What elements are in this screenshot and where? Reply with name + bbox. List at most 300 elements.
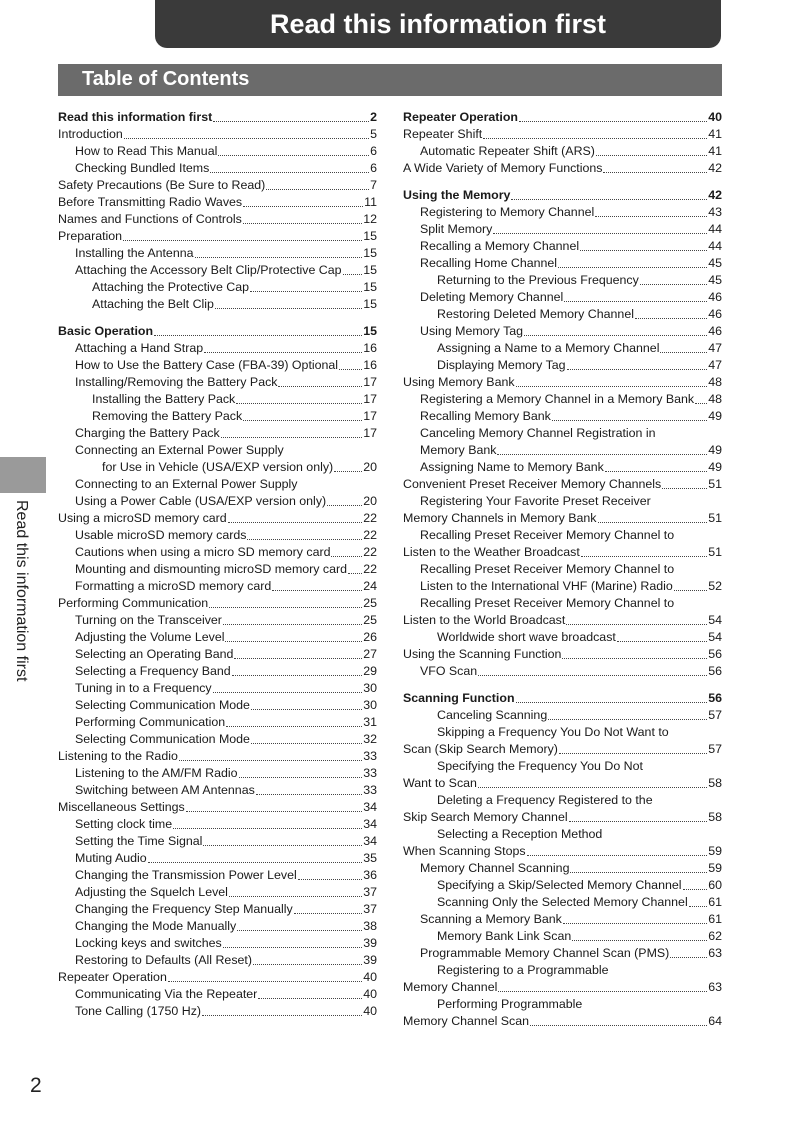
toc-entry [403,254,722,271]
toc-dot-leader [168,981,362,982]
toc-entry [403,475,722,492]
toc-entry-title: Registering a Memory Channel in a Memory Bank [420,392,695,406]
toc-entry [58,747,377,764]
toc-entry-title: Using a Power Cable (USA/EXP version only) [75,494,327,508]
toc-entry [58,193,377,210]
toc-entry [58,390,377,407]
toc-entry [403,944,722,961]
toc-entry-title: Convenient Preset Receiver Memory Channels [403,477,662,491]
toc-entry-page: 56 [708,647,722,661]
toc-entry-page: 61 [708,895,722,909]
toc-entry-title: Canceling Scanning [437,708,548,722]
toc-entry [403,978,722,995]
toc-entry-title: Performing Communication [75,715,226,729]
toc-entry-title: Memory Channel Scanning [420,861,570,875]
toc-entry-page: 40 [363,1004,377,1018]
toc-dot-leader [572,940,707,941]
toc-dot-leader [229,896,362,897]
toc-entry-title: Listening to the AM/FM Radio [75,766,238,780]
toc-entry [58,458,377,475]
toc-entry-page: 46 [708,324,722,338]
toc-entry-page: 20 [363,460,377,474]
toc-entry-title: Restoring Deleted Memory Channel [437,307,634,321]
toc-entry-page: 54 [708,613,722,627]
toc-entry [58,159,377,176]
toc-dot-leader [516,386,708,387]
toc-entry-title: Registering Your Favorite Preset Receiver [420,494,651,508]
toc-entry-title: Removing the Battery Pack [92,409,243,423]
toc-entry [58,227,377,244]
toc-entry-title: How to Read This Manual [75,144,218,158]
toc-entry [58,125,377,142]
toc-dot-leader [209,607,362,608]
toc-entry-page: 15 [363,263,377,277]
toc-entry [58,849,377,866]
toc-entry [58,951,377,968]
toc-entry [403,893,722,910]
toc-entry [403,842,722,859]
toc-entry [58,339,377,356]
toc-title: Table of Contents [82,68,250,90]
toc-dot-leader [327,505,362,506]
toc-entry-title: How to Use the Battery Case (FBA-39) Optional [75,358,339,372]
toc-entry-page: 45 [708,256,722,270]
toc-dot-leader [566,624,707,625]
toc-entry-title: Worldwide short wave broadcast [437,630,616,644]
toc-entry-title: Registering to a Programmable [437,963,609,977]
toc-entry-title: Skipping a Frequency You Do Not Want to [437,725,669,739]
toc-entry-title: Performing Communication [58,596,209,610]
toc-entry-page: 25 [363,596,377,610]
toc-entry-title: Connecting an External Power Supply [75,443,284,457]
toc-entry-page: 15 [363,297,377,311]
toc-dot-leader [552,420,707,421]
toc-entry [403,159,722,176]
toc-entry [58,985,377,1002]
toc-entry-page: 39 [363,953,377,967]
toc-dot-leader [247,539,362,540]
toc-entry-page: 12 [363,212,377,226]
toc-dot-leader [228,522,363,523]
toc-dot-leader [527,855,708,856]
toc-dot-leader [334,471,362,472]
toc-entry [58,509,377,526]
toc-entry [58,662,377,679]
toc-entry [403,757,722,774]
toc-dot-leader [195,257,363,258]
toc-dot-leader [243,420,362,421]
toc-column-left [58,108,377,1019]
toc-entry-page: 49 [708,443,722,457]
toc-dot-leader [223,947,363,948]
toc-entry [403,774,722,791]
toc-entry [403,543,722,560]
toc-entry-page: 33 [363,783,377,797]
toc-entry-page: 54 [708,630,722,644]
toc-entry-title: Connecting to an External Power Supply [75,477,298,491]
toc-entry [58,1002,377,1019]
toc-entry [403,560,722,577]
toc-entry-page: 58 [708,810,722,824]
toc-entry-title: Cautions when using a micro SD memory card [75,545,331,559]
toc-entry [58,322,377,339]
toc-entry-page: 6 [370,161,377,175]
toc-entry [403,927,722,944]
toc-entry-page: 33 [363,749,377,763]
toc-dot-leader [258,998,362,999]
toc-dot-leader [278,386,362,387]
toc-entry-title: Checking Bundled Items [75,161,210,175]
toc-entry-title: Listen to the International VHF (Marine) Radio [420,579,673,593]
toc-entry-page: 17 [363,409,377,423]
toc-dot-leader [683,889,708,890]
toc-entry-page: 48 [708,375,722,389]
toc-entry [403,859,722,876]
toc-entry-title: Installing the Battery Pack [92,392,236,406]
toc-entry-title: Using a microSD memory card [58,511,227,525]
toc-entry [403,910,722,927]
toc-entry [403,995,722,1012]
toc-entry-page: 42 [708,161,722,175]
toc-entry-page: 49 [708,460,722,474]
toc-entry [58,679,377,696]
toc-entry [58,883,377,900]
toc-dot-leader [511,199,707,200]
toc-dot-leader [617,641,707,642]
toc-dot-leader [123,240,362,241]
toc-entry-title: Specifying the Frequency You Do Not [437,759,643,773]
toc-dot-leader [253,964,362,965]
toc-entry-page: 38 [363,919,377,933]
toc-entry-title: Split Memory [420,222,493,236]
toc-entry-title: Restoring to Defaults (All Reset) [75,953,252,967]
toc-dot-leader [221,437,363,438]
toc-dot-leader [570,872,707,873]
toc-entry-page: 47 [708,341,722,355]
toc-entry [403,305,722,322]
toc-entry-title: Recalling Preset Receiver Memory Channel to [420,596,675,610]
toc-dot-leader [498,991,707,992]
toc-entry [403,322,722,339]
toc-dot-leader [563,923,707,924]
toc-dot-leader [559,753,707,754]
toc-dot-leader [343,274,363,275]
toc-entry [403,689,722,706]
toc-dot-leader [478,675,707,676]
toc-entry-page: 56 [708,664,722,678]
toc-entry-page: 22 [363,528,377,542]
toc-entry-page: 45 [708,273,722,287]
toc-dot-leader [243,223,362,224]
toc-entry [403,441,722,458]
toc-entry [403,203,722,220]
toc-entry-page: 25 [363,613,377,627]
toc-entry-page: 6 [370,144,377,158]
toc-entry [58,832,377,849]
toc-entry-title: Basic Operation [58,324,154,338]
toc-entry-page: 51 [708,477,722,491]
toc-entry-title: Selecting a Reception Method [437,827,603,841]
toc-dot-leader [558,267,707,268]
toc-dot-leader [215,308,362,309]
toc-entry-title: Switching between AM Antennas [75,783,255,797]
toc-dot-leader [203,845,362,846]
toc-entry [403,723,722,740]
toc-entry-title: Listening to the Radio [58,749,178,763]
toc-dot-leader [348,573,362,574]
toc-dot-leader [186,811,362,812]
toc-entry-title: Memory Channel Scan [403,1014,530,1028]
toc-entry [403,706,722,723]
toc-dot-leader [670,957,707,958]
toc-entry [403,662,722,679]
toc-dot-leader [204,352,362,353]
toc-entry [403,611,722,628]
toc-dot-leader [497,454,707,455]
toc-dot-leader [239,777,363,778]
toc-dot-leader [567,369,708,370]
toc-entry-title: Skip Search Memory Channel [403,810,568,824]
toc-entry-title: Attaching the Accessory Belt Clip/Protective Cap [75,263,342,277]
side-tab-marker [0,457,46,493]
toc-dot-leader [237,930,362,931]
toc-entry-page: 60 [708,878,722,892]
toc-entry [58,278,377,295]
toc-entry-title: Selecting Communication Mode [75,732,250,746]
toc-entry-title: A Wide Variety of Memory Functions [403,161,603,175]
toc-entry-page: 58 [708,776,722,790]
toc-entry [403,142,722,159]
toc-entry [58,611,377,628]
toc-entry-title: Repeater Operation [403,110,518,124]
toc-entry-title: Read this information first [58,110,213,124]
toc-entry-title: Changing the Frequency Step Manually [75,902,293,916]
toc-dot-leader [660,352,707,353]
toc-entry [58,577,377,594]
toc-dot-leader [562,658,707,659]
toc-entry-title: Recalling Memory Bank [420,409,551,423]
toc-entry [403,288,722,305]
toc-entry-page: 15 [363,229,377,243]
toc-entry [58,244,377,261]
toc-dot-leader [213,121,369,122]
toc-entry-page: 40 [708,110,722,124]
toc-entry-page: 29 [363,664,377,678]
toc-entry-title: Using the Scanning Function [403,647,562,661]
toc-entry-page: 61 [708,912,722,926]
toc-entry [403,220,722,237]
toc-entry [58,764,377,781]
toc-entry [403,526,722,543]
toc-dot-leader [243,206,363,207]
toc-dot-leader [251,743,362,744]
toc-entry-page: 63 [708,946,722,960]
toc-entry-title: Tone Calling (1750 Hz) [75,1004,202,1018]
toc-dot-leader [581,556,707,557]
toc-entry-page: 34 [363,834,377,848]
toc-entry-title: Scan (Skip Search Memory) [403,742,558,756]
toc-entry-title: Assigning a Name to a Memory Channel [437,341,660,355]
toc-entry-page: 40 [363,970,377,984]
toc-entry-page: 22 [363,562,377,576]
toc-entry-page: 64 [708,1014,722,1028]
toc-entry-title: Listen to the Weather Broadcast [403,545,580,559]
toc-entry [58,407,377,424]
toc-dot-leader [331,556,362,557]
toc-entry [58,713,377,730]
toc-entry [403,271,722,288]
toc-entry [58,441,377,458]
toc-entry-page: 27 [363,647,377,661]
toc-entry-page: 39 [363,936,377,950]
toc-entry-title: Turning on the Transceiver [75,613,222,627]
toc-entry-page: 47 [708,358,722,372]
toc-entry-title: Before Transmitting Radio Waves [58,195,243,209]
toc-entry-title: Scanning Function [403,691,515,705]
toc-dot-leader [595,216,707,217]
toc-entry [58,968,377,985]
toc-entry [58,295,377,312]
toc-entry-title: Safety Precautions (Be Sure to Read) [58,178,266,192]
toc-entry-page: 11 [364,195,377,209]
toc-entry-title: Scanning Only the Selected Memory Channel [437,895,688,909]
toc-entry-page: 15 [363,246,377,260]
toc-entry-page: 17 [363,426,377,440]
toc-entry-title: Want to Scan [403,776,477,790]
toc-entry-title: Scanning a Memory Bank [420,912,562,926]
toc-entry-title: Charging the Battery Pack [75,426,220,440]
toc-entry-page: 34 [363,800,377,814]
toc-entry [58,424,377,441]
toc-entry-title: Selecting an Operating Band [75,647,234,661]
toc-entry-title: Repeater Shift [403,127,483,141]
toc-entry [403,186,722,203]
toc-dot-leader [232,675,363,676]
toc-entry-title: Tuning in to a Frequency [75,681,212,695]
toc-dot-leader [339,369,362,370]
toc-entry [58,176,377,193]
toc-dot-leader [225,641,362,642]
toc-entry [58,866,377,883]
toc-entry-page: 22 [363,545,377,559]
toc-entry-title: Programmable Memory Channel Scan (PMS) [420,946,670,960]
toc-entry-title: Selecting a Frequency Band [75,664,231,678]
toc-entry-page: 17 [363,375,377,389]
toc-entry [403,237,722,254]
toc-entry [403,594,722,611]
toc-entry [403,407,722,424]
toc-dot-leader [569,821,708,822]
toc-dot-leader [478,787,707,788]
toc-entry-title: Mounting and dismounting microSD memory card [75,562,348,576]
toc-entry [58,108,377,125]
header-bar [155,0,721,48]
toc-dot-leader [256,794,362,795]
toc-entry-title: Muting Audio [75,851,147,865]
toc-entry-title: Returning to the Previous Frequency [437,273,639,287]
toc-entry-page: 52 [708,579,722,593]
toc-entry [58,356,377,373]
toc-entry-page: 49 [708,409,722,423]
toc-entry [58,645,377,662]
toc-entry-title: Registering to Memory Channel [420,205,595,219]
toc-entry [58,492,377,509]
toc-entry-page: 59 [708,844,722,858]
toc-entry-page: 56 [708,691,722,705]
toc-entry-title: Memory Bank [420,443,497,457]
toc-entry-page: 63 [708,980,722,994]
toc-entry-page: 15 [363,280,377,294]
toc-entry [58,373,377,390]
toc-entry-page: 7 [370,178,377,192]
toc-entry [403,108,722,125]
page-number: 2 [30,1074,42,1097]
toc-dot-leader [516,702,708,703]
toc-entry-page: 22 [363,511,377,525]
toc-entry-title: Miscellaneous Settings [58,800,185,814]
toc-dot-leader [202,1015,362,1016]
toc-entry [58,142,377,159]
toc-entry-title: Assigning Name to Memory Bank [420,460,604,474]
toc-entry [403,808,722,825]
toc-entry [403,645,722,662]
toc-entry-title: Displaying Memory Tag [437,358,566,372]
toc-entry [403,125,722,142]
toc-dot-leader [662,488,707,489]
toc-entry-page: 62 [708,929,722,943]
toc-entry-title: Communicating Via the Repeater [75,987,258,1001]
toc-dot-leader [226,726,362,727]
toc-entry-page: 44 [708,222,722,236]
toc-entry-page: 37 [363,885,377,899]
toc-entry-page: 41 [708,144,722,158]
toc-dot-leader [236,403,362,404]
toc-dot-leader [250,291,362,292]
toc-entry-page: 35 [363,851,377,865]
toc-entry-page: 46 [708,290,722,304]
toc-entry-title: VFO Scan [420,664,478,678]
toc-entry [403,1012,722,1029]
toc-dot-leader [674,590,707,591]
toc-entry-title: Setting the Time Signal [75,834,203,848]
toc-entry-page: 34 [363,817,377,831]
toc-entry-page: 20 [363,494,377,508]
toc-entry [403,458,722,475]
side-tab-label: Read this information first [13,500,30,682]
toc-entry-title: Formatting a microSD memory card [75,579,272,593]
toc-entry-page: 59 [708,861,722,875]
toc-entry-title: When Scanning Stops [403,844,526,858]
toc-entry-title: Recalling Preset Receiver Memory Channel to [420,528,675,542]
toc-dot-leader [266,189,369,190]
toc-entry-title: Setting clock time [75,817,173,831]
toc-entry-page: 57 [708,708,722,722]
toc-dot-leader [124,138,369,139]
toc-dot-leader [598,522,708,523]
toc-dot-leader [210,172,369,173]
toc-dot-leader [173,828,362,829]
toc-dot-leader [493,233,707,234]
toc-entry-page: 31 [363,715,377,729]
toc-entry-title: Changing the Mode Manually [75,919,237,933]
toc-dot-leader [580,250,707,251]
toc-entry [403,876,722,893]
toc-dot-leader [251,709,362,710]
toc-entry-title: Recalling Home Channel [420,256,558,270]
toc-entry [403,791,722,808]
toc-entry [403,390,722,407]
toc-entry-page: 44 [708,239,722,253]
